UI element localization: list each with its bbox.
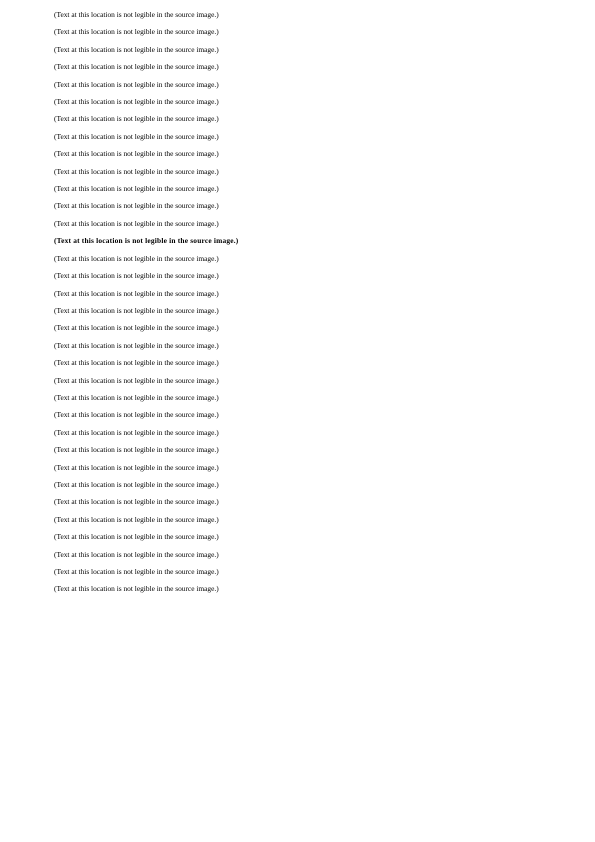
calculation-line: (Text at this location is not legible in the source image.) [54,584,219,594]
clause-paragraph: (Text at this location is not legible in the source image.) [54,201,219,211]
clause-paragraph: (Text at this location is not legible in the source image.) [54,184,219,194]
example-paragraph: (Text at this location is not legible in the source image.) [54,549,219,559]
calculation-line: (Text at this location is not legible in the source image.) [54,445,219,455]
example-paragraph: (Text at this location is not legible in the source image.) [54,427,219,437]
example-paragraph: (Text at this location is not legible in the source image.) [54,271,219,281]
clause-paragraph: (Text at this location is not legible in the source image.) [54,149,219,159]
section-heading: (Text at this location is not legible in the source image.) [54,236,239,246]
calculation-line: (Text at this location is not legible in the source image.) [54,305,219,315]
example-paragraph: (Text at this location is not legible in the source image.) [54,253,219,263]
calculation-line: (Text at this location is not legible in the source image.) [54,358,219,368]
calculation-line: (Text at this location is not legible in the source image.) [54,392,219,402]
example-paragraph: (Text at this location is not legible in the source image.) [54,497,219,507]
definition-line: (Text at this location is not legible in the source image.) [54,131,219,141]
document-page [54,10,554,602]
paragraph-intro: (Text at this location is not legible in the source image.) [54,27,219,37]
definition-line: (Text at this location is not legible in the source image.) [54,114,219,124]
clause-paragraph: (Text at this location is not legible in the source image.) [54,218,219,228]
calculation-line: (Text at this location is not legible in the source image.) [54,323,219,333]
definition-line: (Text at this location is not legible in the source image.) [54,62,219,72]
example-paragraph: (Text at this location is not legible in the source image.) [54,532,219,542]
example-paragraph: (Text at this location is not legible in the source image.) [54,567,219,576]
example-paragraph: (Text at this location is not legible in the source image.) [54,340,219,350]
example-paragraph: (Text at this location is not legible in the source image.) [54,462,219,472]
calculation-line: (Text at this location is not legible in the source image.) [54,479,219,489]
clause-paragraph: (Text at this location is not legible in the source image.) [54,514,219,524]
formula-line: (Text at this location is not legible in the source image.) [54,44,219,54]
example-paragraph: (Text at this location is not legible in the source image.) [54,375,219,385]
calculation-line: (Text at this location is not legible in the source image.) [54,410,219,420]
definition-line: (Text at this location is not legible in the source image.) [54,97,219,107]
paragraph-continuation: (Text at this location is not legible in the source image.) [54,10,219,19]
clause-paragraph: (Text at this location is not legible in the source image.) [54,166,219,176]
example-paragraph: (Text at this location is not legible in the source image.) [54,288,219,298]
definition-line: (Text at this location is not legible in the source image.) [54,79,219,89]
